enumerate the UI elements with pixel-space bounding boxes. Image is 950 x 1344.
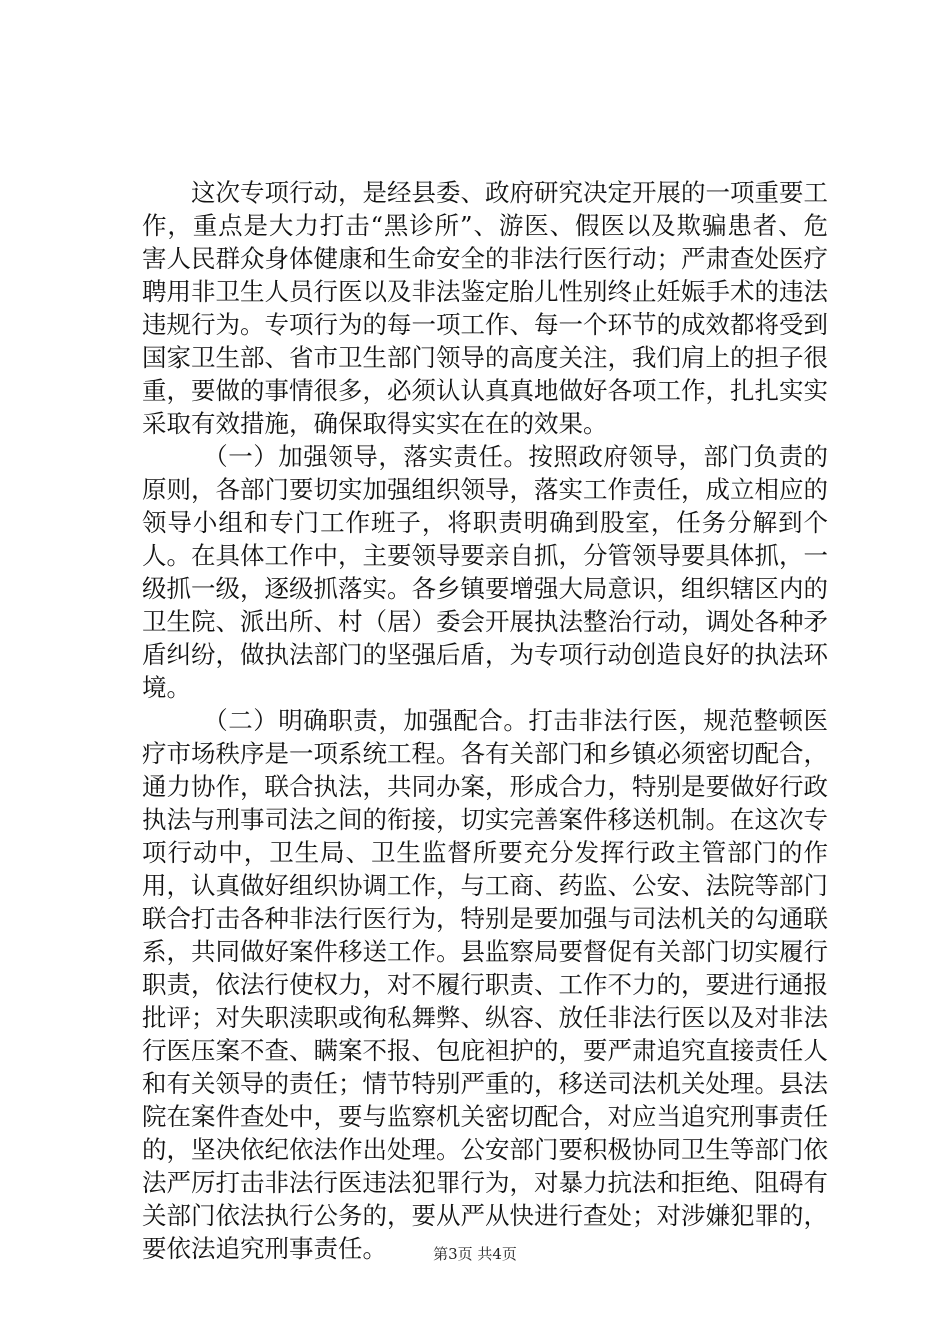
document-body: [142, 176, 828, 1265]
paragraph-intro: 这次专项行动，是经县委、政府研究决定开展的一项重要工作，重点是大力打击“黑诊所”、游医、假医以及欺骗患者、危害人民群众身体健康和生命安全的非法行医行动；严肃查处医疗聘用非卫生人员行医以及非法鉴定胎儿性别终止妊娠手术的违法违规行为。专项行为的每一项工作、每一个环节的成效都将受到国家卫生部、省市卫生部门领导的高度关注，我们肩上的担子很重，要做的事情很多，必须认认真真地做好各项工作，扎扎实实采取有效措施，确保取得实实在在的效果。: [142, 178, 828, 438]
page-footer: [0, 1244, 950, 1264]
page-number: 第3页 共4页: [433, 1245, 517, 1263]
paragraph-section-2: （二）明确职责，加强配合。打击非法行医，规范整顿医疗市场秩序是一项系统工程。各有关部门和乡镇必须密切配合，通力协作，联合执法，共同办案，形成合力，特别是要做好行政执法与刑事司法之间的衔接，切实完善案件移送机制。在这次专项行动中，卫生局、卫生监督所要充分发挥行政主管部门的作用，认真做好组织协调工作，与工商、药监、公安、法院等部门联合打击各种非法行医行为，特别是要加强与司法机关的勾通联系，共同做好案件移送工作。县监察局要督促有关部门切实履行职责，依法行使权力，对不履行职责、工作不力的，要进行通报批评；对失职渎职或徇私舞弊、纵容、放任非法行医以及对非法行医压案不查、瞒案不报、包庇袒护的，要严肃追究直接责任人和有关领导的责任；情节特别严重的，移送司法机关处理。县法院在案件查处中，要与监察机关密切配合，对应当追究刑事责任的，坚决依纪依法作出处理。公安部门要积极协同卫生等部门依法严厉打击非法行医违法犯罪行为，对暴力抗法和拒绝、阻碍有关部门依法执行公务的，要从严从快进行查处；对涉嫌犯罪的，要依法追究刑事责任。: [142, 706, 828, 1263]
paragraph-section-1: （一）加强领导，落实责任。按照政府领导，部门负责的原则，各部门要切实加强组织领导，落实工作责任，成立相应的领导小组和专门工作班子，将职责明确到股室，任务分解到个人。在具体工作中，主要领导要亲自抓，分管领导要具体抓，一级抓一级，逐级抓落实。各乡镇要增强大局意识，组织辖区内的卫生院、派出所、村（居）委会开展执法整治行动，调处各种矛盾纠纷，做执法部门的坚强后盾，为专项行动创造良好的执法环境。: [142, 442, 828, 702]
